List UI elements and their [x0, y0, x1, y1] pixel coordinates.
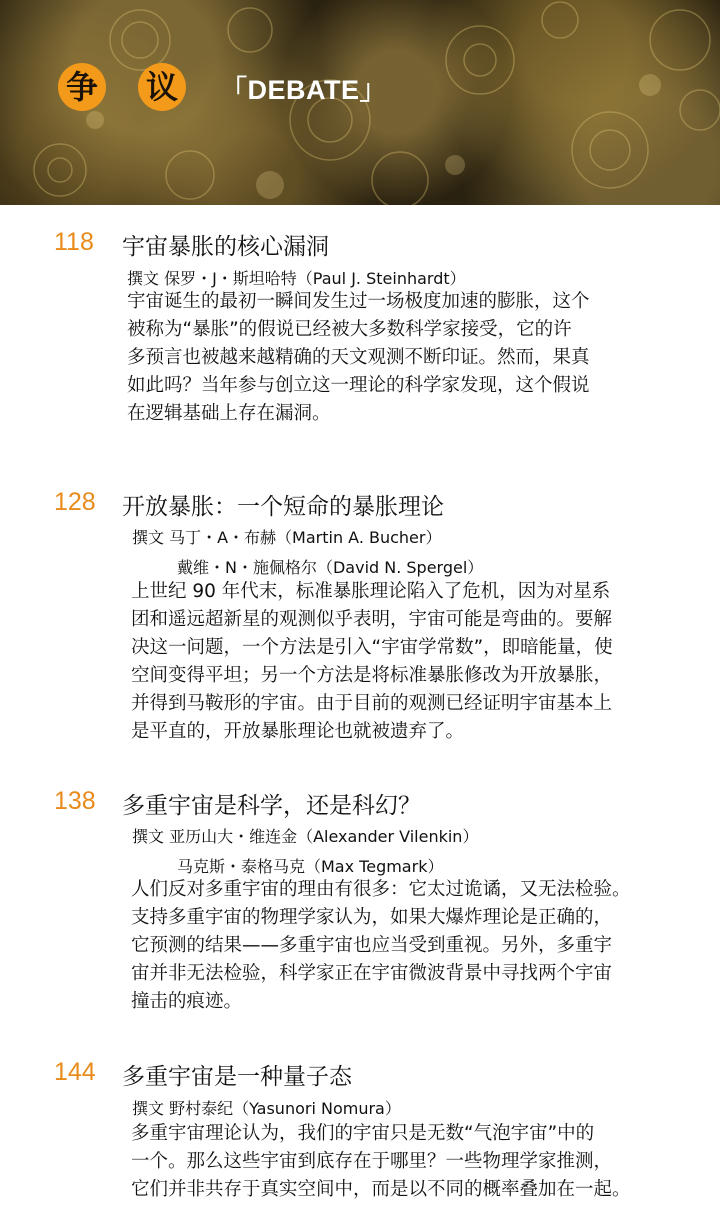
article-summary	[131, 578, 661, 746]
page-number: 128	[54, 488, 96, 516]
summary-line: 并得到马鞍形的宇宙。由于目前的观测已经证明宇宙基本上	[131, 693, 613, 714]
summary-line: 空间变得平坦；另一个方法是将标准暴胀修改为开放暴胀，	[131, 665, 613, 686]
author-line: 撰文 保罗・J・斯坦哈特（Paul J. Steinhardt）	[127, 269, 466, 288]
summary-line: 它预测的结果——多重宇宙也应当受到重视。另外，多重宇	[131, 935, 613, 956]
author-line: 撰文 野村泰纪（Yasunori Nomura）	[132, 1099, 401, 1118]
author-line: 马克斯・泰格马克（Max Tegmark）	[177, 857, 444, 876]
summary-line: 如此吗？当年参与创立这一理论的科学家发现，这个假说	[127, 375, 590, 396]
summary-line: 团和遥远超新星的观测似乎表明，宇宙可能是弯曲的。要解	[131, 609, 613, 630]
summary-line: 宙并非无法检验，科学家正在宇宙微波背景中寻找两个宇宙	[131, 963, 613, 984]
author-line: 撰文 马丁・A・布赫（Martin A. Bucher）	[132, 528, 442, 547]
summary-line: 多预言也被越来越精确的天文观测不断印证。然而，果真	[127, 347, 590, 368]
summary-line: 被称为“暴胀”的假说已经被大多数科学家接受，它的许	[127, 319, 572, 340]
article-title: 多重宇宙是一种量子态	[122, 1064, 352, 1090]
summary-line: 宇宙诞生的最初一瞬间发生过一场极度加速的膨胀，这个	[127, 291, 590, 312]
article-summary	[131, 876, 661, 1016]
summary-line: 支持多重宇宙的物理学家认为，如果大爆炸理论是正确的，	[131, 907, 613, 928]
article-summary	[127, 288, 657, 428]
summary-line: 撞击的痕迹。	[131, 991, 243, 1012]
article-summary	[131, 1120, 661, 1204]
author-line: 撰文 亚历山大・维连金（Alexander Vilenkin）	[132, 827, 479, 846]
page-number: 118	[54, 228, 94, 256]
page-number: 144	[54, 1058, 96, 1086]
section-label: 「DEBATE」	[220, 75, 388, 105]
article-title: 多重宇宙是科学，还是科幻？	[122, 793, 421, 819]
header-banner-image	[0, 0, 720, 205]
badge-yi: 议	[138, 63, 186, 111]
author-line: 戴维・N・施佩格尔（David N. Spergel）	[177, 558, 484, 577]
summary-line: 人们反对多重宇宙的理由有很多：它太过诡谲，又无法检验。	[131, 879, 631, 900]
summary-line: 它们并非共存于真实空间中，而是以不同的概率叠加在一起。	[131, 1179, 631, 1200]
page-number: 138	[54, 787, 96, 815]
article-title: 宇宙暴胀的核心漏洞	[122, 234, 329, 260]
summary-line: 是平直的，开放暴胀理论也就被遗弃了。	[131, 721, 465, 742]
summary-line: 上世纪 90 年代末，标准暴胀理论陷入了危机，因为对星系	[131, 581, 611, 602]
article-title: 开放暴胀：一个短命的暴胀理论	[122, 494, 444, 520]
summary-line: 决这一问题，一个方法是引入“宇宙学常数”，即暗能量，使	[131, 637, 613, 658]
summary-line: 在逻辑基础上存在漏洞。	[127, 403, 331, 424]
summary-line: 一个。那么这些宇宙到底存在于哪里？一些物理学家推测，	[131, 1151, 613, 1172]
summary-line: 多重宇宙理论认为，我们的宇宙只是无数“气泡宇宙”中的	[131, 1123, 595, 1144]
badge-zheng: 争	[58, 63, 106, 111]
